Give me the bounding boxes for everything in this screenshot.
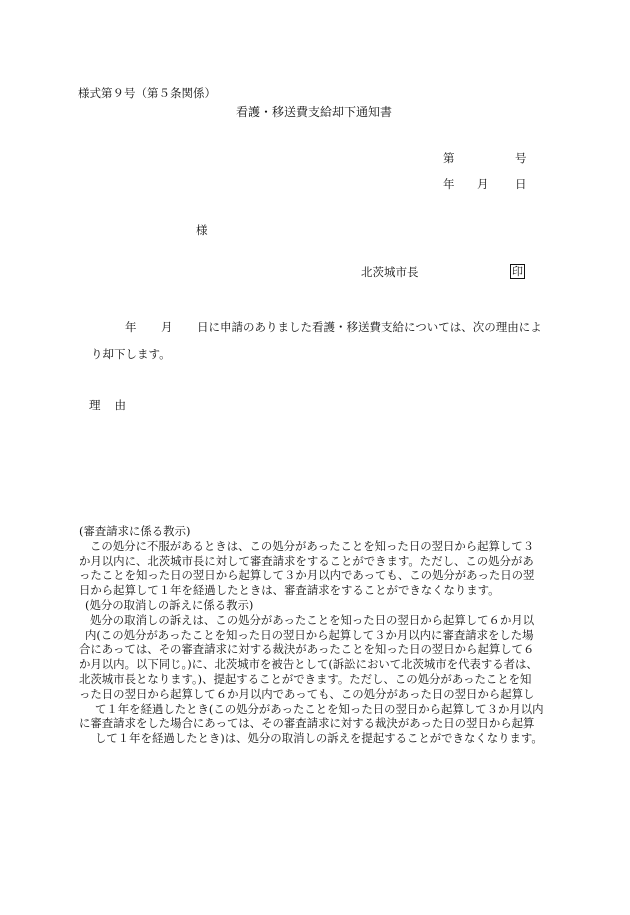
date-day: 日 <box>515 177 527 191</box>
instruction-line: 日から起算して１年を経過したときは、審査請求をすることができなくなります。 <box>79 583 500 598</box>
instruction-line: 内(この処分があったことを知った日の翌日から起算して３か月以内に審査請求をした場 <box>85 627 534 642</box>
issue-date-line <box>443 177 527 191</box>
instruction-line: に審査請求をした場合にあっては、その審査請求に対する裁決があった日の翌日から起算 <box>79 716 535 731</box>
appeal-instruction <box>79 524 559 746</box>
instruction-line: ったことを知った日の翌日から起算して３か月以内であっても、この処分があった日の翌 <box>79 568 535 583</box>
number-suffix: 号 <box>515 151 527 165</box>
addressee-honorific: 様 <box>196 223 208 237</box>
form-number: 様式第９号（第５条関係） <box>78 86 216 100</box>
issuer-name: 北茨城市長 <box>361 265 419 279</box>
instruction-line: この処分に不服があるときは、この処分があったことを知った日の翌日から起算して３ <box>90 538 535 553</box>
instruction-heading-lawsuit: (処分の取消しの訴えに係る教示) <box>85 597 254 612</box>
instruction-line: か月以内。以下同じ。)に、北茨城市を被告として(訴訟において北茨城市を代表する者は、 <box>79 657 538 672</box>
instruction-line: して１年を経過したとき)は、処分の取消しの訴えを提起することができなくなります。 <box>95 731 543 746</box>
instruction-line: て１年を経過したとき(この処分があったことを知った日の翌日から起算して３か月以内 <box>95 701 544 716</box>
body-line-2: り却下します。 <box>91 347 171 361</box>
instruction-line: 処分の取消しの訴えは、この処分があったことを知った日の翌日から起算して６か月以 <box>90 612 535 627</box>
body-year: 年 <box>125 320 137 334</box>
instruction-line: か月以内に、北茨城市長に対して審査請求をすることができます。ただし、この処分があ <box>79 553 534 568</box>
instruction-line: 合にあっては、その審査請求に対する裁決があったことを知った日の翌日から起算して６ <box>79 642 535 657</box>
date-year: 年 <box>443 177 455 191</box>
number-prefix: 第 <box>443 151 455 165</box>
body-line-1 <box>125 320 542 334</box>
instruction-line: った日の翌日から起算して６か月以内であっても、この処分があった日の翌日から起算し <box>79 686 535 701</box>
instruction-heading-review: (審査請求に係る教示) <box>79 524 191 538</box>
date-month: 月 <box>477 177 489 191</box>
instruction-line: 北茨城市長となります。)、提起することができます。ただし、この処分があったことを知 <box>79 671 532 686</box>
body-text: 日に申請のありました看護・移送費支給については、次の理由によ <box>197 320 542 334</box>
body-month: 月 <box>161 320 173 334</box>
seal-mark: 印 <box>512 265 523 278</box>
document-number-line <box>443 151 527 165</box>
document-title: 看護・移送費支給却下通知書 <box>236 105 393 119</box>
reason-label: 理由 <box>89 398 140 412</box>
